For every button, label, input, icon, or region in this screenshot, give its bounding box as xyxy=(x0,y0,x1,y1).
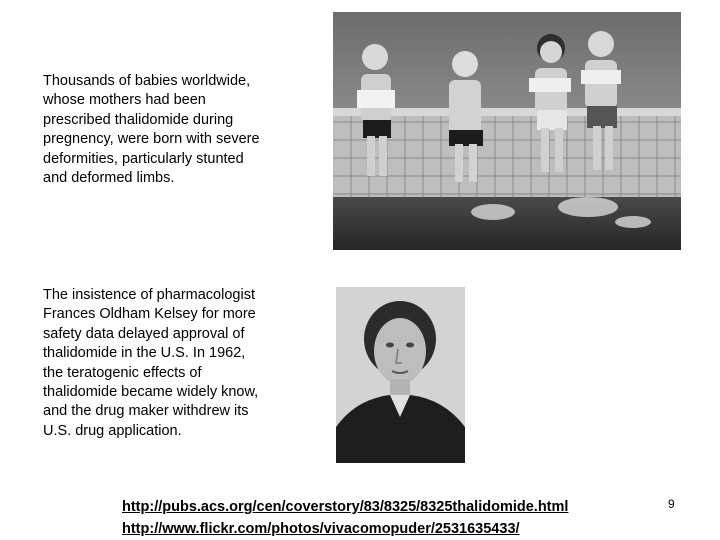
paragraph-thalidomide-babies: Thousands of babies worldwide, whose mothers had been prescribed thalidomide during pregnency, were born with severe deformities, particularly stunted and deformed limbs. xyxy=(43,73,260,187)
children-pool-photo xyxy=(333,12,681,250)
link-flickr-photo[interactable]: http://www.flickr.com/photos/vivacomopuder/2531635433/ xyxy=(122,521,520,537)
kelsey-portrait-image xyxy=(336,287,465,463)
source-links xyxy=(122,496,568,540)
paragraph-kelsey: The insistence of pharmacologist Frances Oldham Kelsey for more safety data delayed approval of thalidomide in the U.S. In 1962, the teratogenic effects of thalidomide became widely know, and the drug maker withdrew its U.S. drug application. xyxy=(43,287,259,439)
link-acs-thalidomide[interactable]: http://pubs.acs.org/cen/coverstory/83/8325/8325thalidomide.html xyxy=(122,499,569,515)
children-pool-image xyxy=(333,12,681,250)
kelsey-portrait-photo xyxy=(336,287,465,463)
page-number: 9 xyxy=(668,497,675,511)
